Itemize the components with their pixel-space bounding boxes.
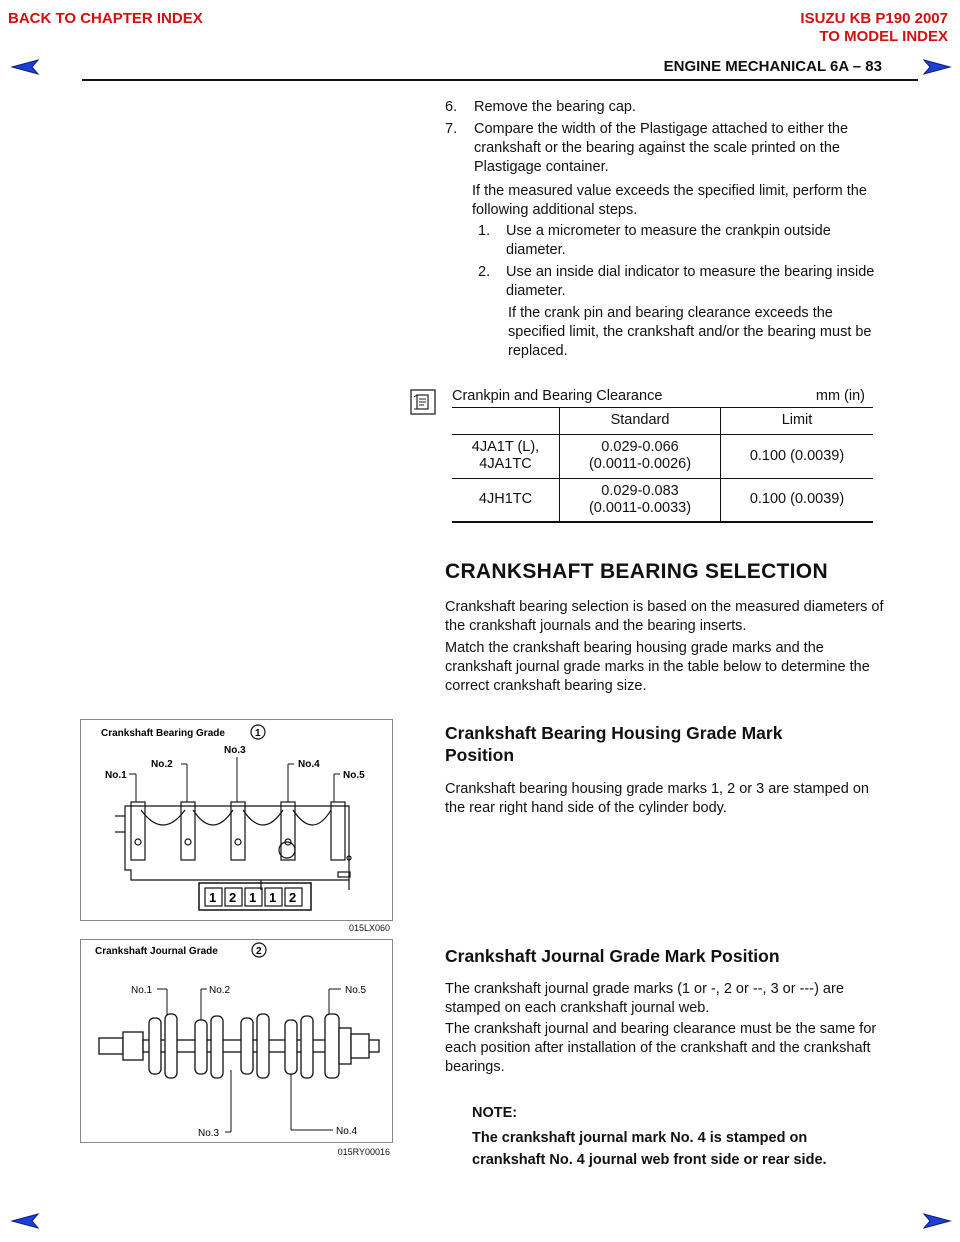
spec-table-title-row <box>452 388 873 404</box>
grade-mark-boxes <box>199 883 311 910</box>
header-rule <box>82 79 918 81</box>
journal-label-no1: No.1 <box>131 985 153 996</box>
position-label-no5: No.5 <box>343 770 365 781</box>
position-label-no3: No.3 <box>224 745 246 756</box>
journal-label-no5: No.5 <box>345 985 367 996</box>
housing-grade-text: Crankshaft bearing housing grade marks 1, 2 or 3 are stamped on the rear right hand side of the cylinder body. <box>445 781 869 816</box>
figure-title: Crankshaft Bearing Grade <box>101 728 225 739</box>
table-cell <box>452 478 560 522</box>
crankshaft-drawing <box>99 1014 379 1078</box>
standard-line-2: (0.0011-0.0033) <box>588 499 692 516</box>
housing-grade-title: Crankshaft Bearing Housing Grade Mark Position <box>445 723 783 765</box>
table-cell <box>452 408 560 434</box>
figure-title: Crankshaft Journal Grade <box>95 946 218 957</box>
step-number: 7. <box>445 121 458 137</box>
substep-list <box>478 222 888 304</box>
position-label-no1: No.1 <box>105 770 127 781</box>
step-text: Remove the bearing cap. <box>474 99 637 115</box>
section-title: CRANKSHAFT BEARING SELECTION <box>445 560 828 583</box>
standard-line-2: (0.0011-0.0026) <box>588 456 692 472</box>
standard-line-1: 0.029-0.066 <box>601 439 679 455</box>
journal-label-no4: No.4 <box>336 1126 358 1137</box>
model-title-link[interactable]: ISUZU KB P190 2007 <box>800 10 948 27</box>
specification-icon <box>410 389 436 415</box>
grade-mark: 1 <box>209 890 217 905</box>
previous-page-bottom-arrow-icon[interactable] <box>10 1212 40 1230</box>
crankshaft-diagram <box>81 940 392 1142</box>
table-cell: 0.100 (0.0039) <box>721 478 874 522</box>
journal-grade-title: Crankshaft Journal Grade Mark Position <box>445 946 780 966</box>
substep-2 <box>478 263 888 304</box>
note-box <box>472 1102 882 1171</box>
section-paragraph-1: Crankshaft bearing selection is based on the measured diameters of the crankshaft journals and the bearing inserts. <box>445 599 884 634</box>
bearing-grade-figure <box>80 719 393 921</box>
substep-number: 1. <box>478 223 491 239</box>
substep2-followup: If the crank pin and bearing clearance exceeds the specified limit, the crankshaft and/or the bearing must be replaced. <box>508 305 872 359</box>
page-header-title: ENGINE MECHANICAL 6A – 83 <box>663 58 882 75</box>
table-cell <box>452 434 560 478</box>
to-model-index-link[interactable]: TO MODEL INDEX <box>819 28 948 45</box>
table-cell <box>560 434 721 478</box>
table-cell <box>560 478 721 522</box>
step-list <box>445 98 885 180</box>
spec-table <box>452 408 873 523</box>
section-paragraph-2: Match the crankshaft bearing housing grade marks and the crankshaft journal grade marks in the table below to determine the correct crankshaft bearing size. <box>445 640 870 694</box>
figure1-caption: 015LX060 <box>348 923 390 933</box>
block-outline <box>115 802 351 890</box>
standard-line-1: 0.029-0.083 <box>601 482 679 499</box>
substep-number: 2. <box>478 264 491 280</box>
substep-text: Use a micrometer to measure the crankpin outside diameter. <box>506 223 831 258</box>
table-row <box>452 434 873 478</box>
grade-mark: 2 <box>229 890 237 905</box>
step-number: 6. <box>445 99 458 115</box>
table-header-cell: Standard <box>560 408 721 434</box>
grade-mark: 1 <box>249 890 257 905</box>
model-line-1: 4JH1TC <box>478 491 533 508</box>
model-line-2: 4JA1TC <box>479 456 532 472</box>
model-line-1: 4JA1T (L), <box>471 439 540 455</box>
spec-table-header-row <box>452 408 873 434</box>
position-label-no2: No.2 <box>151 759 173 770</box>
step7-followup: If the measured value exceeds the specified limit, perform the following additional steps. <box>472 183 867 218</box>
note-label: NOTE: <box>472 1105 518 1121</box>
spec-table-unit: mm (in) <box>815 388 865 404</box>
table-row <box>452 478 873 522</box>
figure2-caption: 015RY00016 <box>337 1147 390 1157</box>
journal-label-no2: No.2 <box>209 985 231 996</box>
step-text: Compare the width of the Plastigage attached to either the crankshaft or the bearing against the scale printed on the Plastigage container. <box>474 121 849 175</box>
table-cell: 0.100 (0.0039) <box>721 434 874 478</box>
journal-grade-paragraph-1: The crankshaft journal grade marks (1 or -, 2 or --, 3 or ---) are stamped on each crankshaft journal web. <box>445 981 844 1016</box>
grade-mark: 1 <box>269 890 277 905</box>
figure-number: 1 <box>255 728 261 739</box>
note-text: The crankshaft journal mark No. 4 is stamped on crankshaft No. 4 journal web front side or rear side. <box>472 1130 827 1168</box>
substep-text: Use an inside dial indicator to measure the bearing inside diameter. <box>506 264 875 299</box>
cylinder-block-diagram <box>81 720 392 920</box>
position-label-no4: No.4 <box>298 759 320 770</box>
step-6 <box>445 98 885 120</box>
table-header-cell: Limit <box>721 408 874 434</box>
grade-mark: 2 <box>289 890 297 905</box>
journal-label-no3: No.3 <box>198 1128 220 1139</box>
step-7 <box>445 120 885 180</box>
journal-grade-paragraph-2: The crankshaft journal and bearing clearance must be the same for each position after installation of the crankshaft and the crankshaft bearings. <box>445 1021 877 1075</box>
next-page-bottom-arrow-icon[interactable] <box>922 1212 952 1230</box>
journal-grade-figure <box>80 939 393 1143</box>
back-to-chapter-index-link[interactable]: BACK TO CHAPTER INDEX <box>8 10 203 27</box>
next-page-arrow-icon[interactable] <box>922 58 952 76</box>
previous-page-arrow-icon[interactable] <box>10 58 40 76</box>
figure-number: 2 <box>256 946 262 957</box>
model-nav <box>800 10 948 46</box>
spec-table-title: Crankpin and Bearing Clearance <box>452 388 663 404</box>
substep-1 <box>478 222 888 263</box>
